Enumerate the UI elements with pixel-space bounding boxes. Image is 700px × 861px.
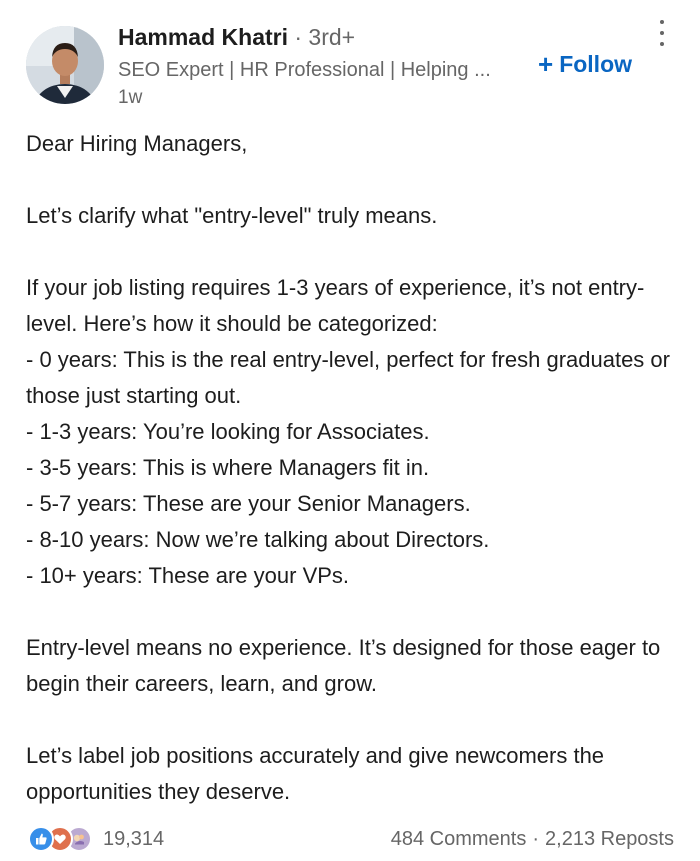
post-list-item: - 5-7 years: These are your Senior Managers. bbox=[26, 491, 471, 516]
post-paragraph: Entry-level means no experience. It’s designed for those eager to begin their careers, learn, and grow. bbox=[26, 635, 661, 696]
dot bbox=[660, 42, 664, 46]
author-avatar[interactable] bbox=[26, 26, 104, 104]
vertical-dots-icon[interactable] bbox=[652, 18, 672, 48]
post-paragraph: Let’s clarify what "entry-level" truly means. bbox=[26, 203, 438, 228]
reactions-count: 19,314 bbox=[103, 827, 165, 850]
post-list-item: - 0 years: This is the real entry-level, perfect for fresh graduates or those just starting out. bbox=[26, 347, 670, 408]
dot bbox=[660, 20, 664, 24]
author-name-line[interactable] bbox=[118, 24, 355, 51]
like-icon bbox=[28, 826, 54, 852]
post-list-item: - 10+ years: These are your VPs. bbox=[26, 563, 350, 588]
post-time: 1w bbox=[118, 87, 143, 108]
social-counts bbox=[391, 828, 674, 851]
reposts-count[interactable]: 2,213 Reposts bbox=[545, 828, 674, 850]
connection-degree: · 3rd+ bbox=[287, 24, 356, 50]
post-list-item: - 3-5 years: This is where Managers fit in. bbox=[26, 455, 430, 480]
post-list-item: - 1-3 years: You’re looking for Associates. bbox=[26, 419, 430, 444]
paragraph-gap bbox=[26, 702, 676, 738]
post-paragraph: If your job listing requires 1-3 years of experience, it’s not entry-level. Here’s how it should be categorized: bbox=[26, 275, 645, 336]
follow-button[interactable] bbox=[538, 48, 632, 80]
comments-count[interactable]: 484 Comments bbox=[390, 828, 527, 850]
author-headline: SEO Expert | HR Professional | Helping ... bbox=[118, 59, 491, 81]
reaction-icons bbox=[28, 826, 85, 852]
post-paragraph: Dear Hiring Managers, bbox=[26, 131, 248, 156]
separator: · bbox=[532, 828, 540, 850]
post-body bbox=[26, 126, 676, 810]
paragraph-gap bbox=[26, 162, 676, 198]
post-paragraph: Let’s label job positions accurately and give newcomers the opportunities they deserve. bbox=[26, 743, 605, 804]
paragraph-gap bbox=[26, 594, 676, 630]
reactions-summary[interactable] bbox=[28, 824, 164, 854]
author-name[interactable]: Hammad Khatri bbox=[118, 24, 288, 50]
dot bbox=[660, 31, 664, 35]
follow-label: Follow bbox=[559, 50, 633, 77]
paragraph-gap bbox=[26, 234, 676, 270]
post-list-item: - 8-10 years: Now we’re talking about Directors. bbox=[26, 527, 490, 552]
avatar-photo bbox=[26, 26, 104, 104]
plus-icon: + bbox=[538, 49, 554, 79]
